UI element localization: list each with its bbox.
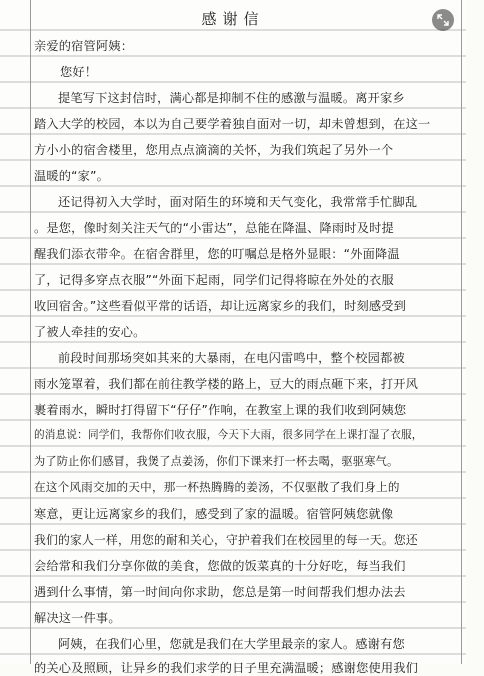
body-line: 我们的家人一样，用您的耐和关心，守护着我们在校园里的每一天。您还: [34, 533, 418, 547]
body-line: 寒意，更让远离家乡的我们，感受到了家的温暖。宿管阿姨您就像: [34, 507, 394, 521]
body-line: 踏入大学的校园，本以为自己要学着独自面对一切，却未曾想到，在这一: [34, 117, 431, 131]
body-line: 前段时间那场突如其来的大暴雨，在电闪雷鸣中，整个校园都被: [58, 351, 405, 365]
body-line: 会给常和我们分享你做的美食，您做的饭菜真的十分好吃，每当我们: [34, 559, 406, 573]
letter-title: 感谢信: [201, 10, 265, 28]
body-line: 阿姨，在我们心里，您就是我们在大学里最亲的家人。感谢有您: [58, 637, 405, 651]
body-line: 还记得初入大学时，面对陌生的环境和天气变化，我常常手忙脚乱: [58, 195, 418, 209]
body-line: 的关心及照顾，让异乡的我们求学的日子里充满温暖；感谢您使用我们: [34, 661, 419, 675]
body-line: 在这个风雨交加的天中，那一杯热腾腾的姜汤，不仅驱散了我们身上的: [34, 480, 400, 494]
right-margin-line: [461, 0, 462, 664]
greeting: 您好！: [60, 65, 98, 79]
salutation: 亲爱的宿管阿姨：: [34, 39, 134, 53]
body-line: 。是您，像时刻关注天气的“小雷达”，总能在降温、降雨时及时提: [34, 221, 394, 235]
body-line: 为了防止你们感冒，我煲了点姜汤，你们下课来打一杯去喝，驱驱寒气。: [34, 455, 399, 468]
body-line: 温暖的“家”。: [34, 169, 109, 183]
body-line: 遇到什么事情，第一时间向你求助，您总是第一时间帮我们想办法去: [34, 585, 406, 599]
body-line: 收回宿舍。”这些看似平常的话语，却让远离家乡的我们，时刻感受到: [34, 299, 407, 313]
expand-icon[interactable]: [432, 9, 454, 31]
body-line: 雨水笼罩着，我们都在前往教学楼的路上，豆大的雨点砸下来，打开风: [34, 377, 419, 391]
body-line: 方小小的宿舍楼里，您用点点滴滴的关怀，为我们筑起了另外一个: [34, 143, 394, 157]
body-line: 提笔写下这封信时，满心都是抑制不住的感激与温暖。离开家乡: [58, 91, 405, 105]
body-line: 了被人牵挂的安心。: [34, 325, 146, 339]
body-line: 了，记得多穿点衣服”“外面下起雨，同学们记得将晾在外处的衣服: [34, 273, 394, 287]
left-margin-line: [30, 0, 31, 664]
body-line: 醒我们添衣带伞。在宿舍群里，您的叮嘱总是格外显眼：“外面降温: [34, 247, 400, 261]
body-line: 的消息说：同学们，我帮你们收衣服，今天下大雨，很多同学在上课打湿了衣服，: [34, 429, 423, 441]
body-line: 解决这一件事。: [34, 611, 121, 625]
body-line: 裹着雨水，瞬时打得留下“仔仔”作响，在教室上课的我们收到阿姨您: [34, 403, 407, 417]
diagonal-arrows-icon: [437, 14, 449, 26]
